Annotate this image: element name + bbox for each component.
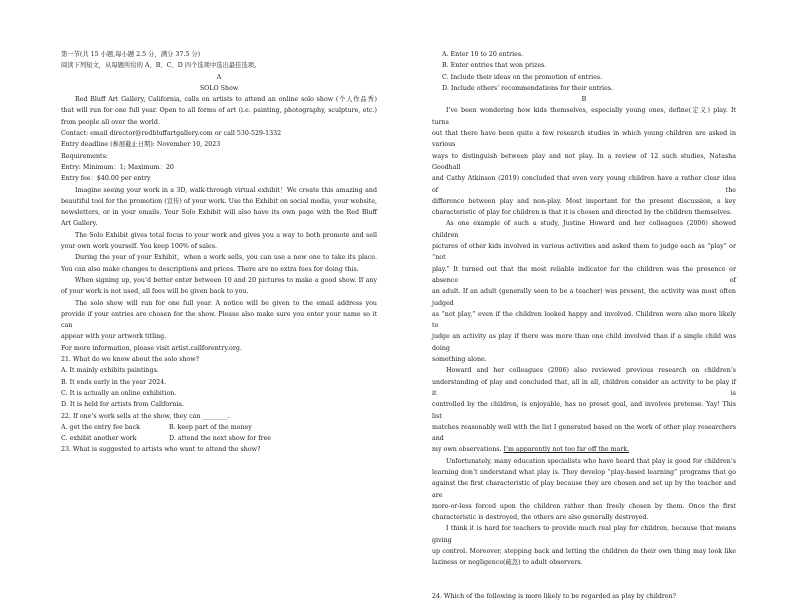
b-para1-line-2: out that there have been quite a few research studies in which young children are asked in various [432, 130, 736, 149]
para4-line-1: When signing up, you’d better enter between 10 and 20 pictures to make a good show. If any [75, 276, 377, 284]
b-para4-line-2: learning don’t understand what play is. They develop “play-based learning” programs that go [432, 468, 736, 476]
b-para4-line-4: more-or-less forced upon the children rather than freely chosen by them. Once the first [432, 502, 736, 510]
passage-b-label: B [581, 96, 587, 104]
left-column [61, 49, 377, 456]
b-para3-line-3: controlled by the children, is enjoyable, has no preset goal, and involves pretense. Yay! This list [432, 401, 736, 420]
question-21: 21. What do we know about the solo show? [61, 356, 199, 364]
section-header: 第一节(共 15 小题,每小题 2.5 分，满分 37.5 分) [61, 51, 201, 58]
intro-line-1: Red Bluff Art Gallery, California, calls on artists to attend an online solo show (个人作品秀) [75, 96, 377, 104]
q22-option-b[interactable]: B. keep part of the money [169, 423, 252, 431]
para1-line-2: beautiful tool for the promotion (宣传) of your work. Use the Exhibit on social media, your website, [61, 197, 377, 205]
para1-line-4: Art Gallery. [61, 220, 98, 228]
q22-options-row-2 [61, 433, 377, 444]
b-para2-line-1: As one example of such a study, Justine Howard and her colleagues (2006) showed children [432, 220, 736, 239]
b-para2-line-2: pictures of other kids involved in various activities and asked them to judge each as “play” or “not [432, 243, 736, 262]
spacer [432, 569, 736, 591]
q23-option-a[interactable]: A. Enter 10 to 20 entries. [442, 51, 524, 58]
entry-limits: Entry: Minimum：1; Maximum：20 [61, 163, 174, 171]
entry-fee: Entry fee：$40.00 per entry [61, 175, 151, 183]
b-para3-line-4: matches reasonably well with the list I generated based on the work of other play researchers and [432, 423, 736, 443]
b-para3-line-5-text: my own observations. [432, 446, 502, 454]
b-para4-line-5: characteristic is destroyed, the others are also generally destroyed. [432, 514, 649, 522]
q22-option-c[interactable]: C. exhibit another work [61, 435, 137, 443]
q21-option-d[interactable]: D. It is held for artists from California. [61, 401, 185, 409]
para3-line-2: You can also make changes to descriptions and prices. There are no extra fees for doing this. [61, 265, 359, 273]
contact-info: Contact: email director@redbluffartgallery.com or call 530-529-1332 [61, 130, 282, 138]
b-para1-line-4: and Cathy Atkinson (2019) concluded that even very young children have a rather clear idea of the [432, 175, 736, 194]
question-23: 23. What is suggested to artists who want to attend the show? [61, 446, 261, 454]
b-para2-line-7: something alone. [432, 356, 487, 364]
q23-option-b[interactable]: B. Enter entries that won prizes. [442, 62, 547, 70]
para1-line-1: Imagine seeing your work in a 3D, walk-through virtual exhibit！We create this amazing and [75, 186, 377, 194]
q23-option-d[interactable]: D. Include others’ recommendations for their entries. [442, 84, 614, 92]
para4-line-2: of your work is not used, all fees will be given back to you. [61, 288, 249, 296]
b-para2-line-6: judge an activity as play if there was more than one child involved than if a single child was doing [432, 333, 736, 352]
b-para1-line-3: ways to distinguish between play and not play. In a review of 12 such studies, Natasha Goodhall [432, 152, 736, 171]
b-para2-line-5: as “not play,” even if the children looked happy and involved. Children were also more likely to [432, 310, 736, 330]
para5-line-1: The solo show will run for one full year. A notice will be given to the email address you [75, 299, 377, 307]
intro-line-2: that will run for one full year. Open to all forms of art (i.e. painting, photography, sculpture, etc.) [61, 107, 377, 115]
q23-option-c[interactable]: C. Include their ideas on the promotion of entries. [442, 73, 603, 81]
requirements-heading: Requirements: [61, 152, 108, 160]
b-para3-line-5 [432, 444, 736, 455]
entry-deadline: Entry deadline (参展截止日期): November 10, 2023 [61, 141, 221, 149]
question-22: 22. If one’s work sells at the show, they can ________. [61, 412, 230, 420]
para3-line-1: During the year of your Exhibit，when a work sells, you can use a new one to take its place. [75, 254, 377, 262]
b-para5-line-1: I think it is hard for teachers to provide much real play for children, because that means giving [432, 525, 736, 544]
para2-line-2: your own work yourself. You keep 100% of sales. [61, 243, 218, 251]
intro-line-3: from people all over the world. [61, 118, 160, 126]
b-para2-line-4: an adult. If an adult (generally seen to be a teacher) was present, the activity was most often judged [432, 288, 736, 307]
q21-option-a[interactable]: A. It mainly exhibits paintings. [61, 367, 159, 375]
para5-line-3: appear with your artwork titling. [61, 333, 167, 341]
para2-line-1: The Solo Exhibit gives total focus to your work and gives you a way to both promote and sell [75, 231, 377, 239]
q21-option-c[interactable]: C. It is actually an online exhibition. [61, 389, 177, 397]
b-para4-line-3: against the first characteristic of play because they are chosen and set up by the teacher and are [432, 480, 736, 499]
q22-option-d[interactable]: D. attend the next show for free [169, 435, 272, 443]
b-para5-line-2: up control. Moreover, stepping back and letting the children do their own thing may look like [432, 548, 736, 556]
q22-options-row-1 [61, 422, 377, 433]
right-column [432, 49, 736, 602]
b-para2-line-3: play.” It turned out that the most reliable indicator for the children was the presence or absence of [432, 265, 736, 284]
question-24: 24. Which of the following is more likely to be regarded as play by children? [432, 592, 677, 600]
q22-option-a[interactable]: A. get the entry fee back [61, 423, 140, 431]
b-para1-line-1: I’ve been wondering how kids themselves, especially young ones, define(定义) play. It turns [432, 107, 736, 126]
para1-line-3: newsletters, or in your emails. Your Solo Exhibit will also have its own page with the Red Bluff [61, 209, 377, 217]
passage-a-label: A [216, 73, 222, 81]
underlined-sentence: I’m apparently not too far off the mark. [503, 446, 630, 454]
b-para4-line-1: Unfortunately, many education specialists who have heard that play is good for children’s [446, 457, 736, 465]
passage-a-title: SOLO Show [199, 84, 239, 92]
para6: For more information, please visit artist.callforentry.org. [61, 344, 242, 352]
b-para3-line-2: understanding of play and concluded that, all in all, children consider an activity to be play if it is [432, 378, 736, 397]
b-para1-line-5: difference between play and non-play. Most important for the present discussion, a key [432, 197, 736, 205]
q21-option-b[interactable]: B. It ends early in the year 2024. [61, 378, 167, 386]
para5-line-2: provide if your entries are chosen for the show. Please also make sure you enter your name so it can [61, 310, 377, 330]
b-para3-line-1: Howard and her colleagues (2006) also reviewed previous research on children’s [446, 367, 736, 375]
section-instructions: 阅读下列短文，从每题所给的 A、B、C、D 四个选项中选出最佳选项。 [61, 62, 261, 70]
b-para5-line-3: laziness or negligence(疏忽) to adult observers. [432, 559, 583, 567]
b-para1-line-6: characteristic of play for children is that it is chosen and directed by the children themselves. [432, 209, 733, 217]
